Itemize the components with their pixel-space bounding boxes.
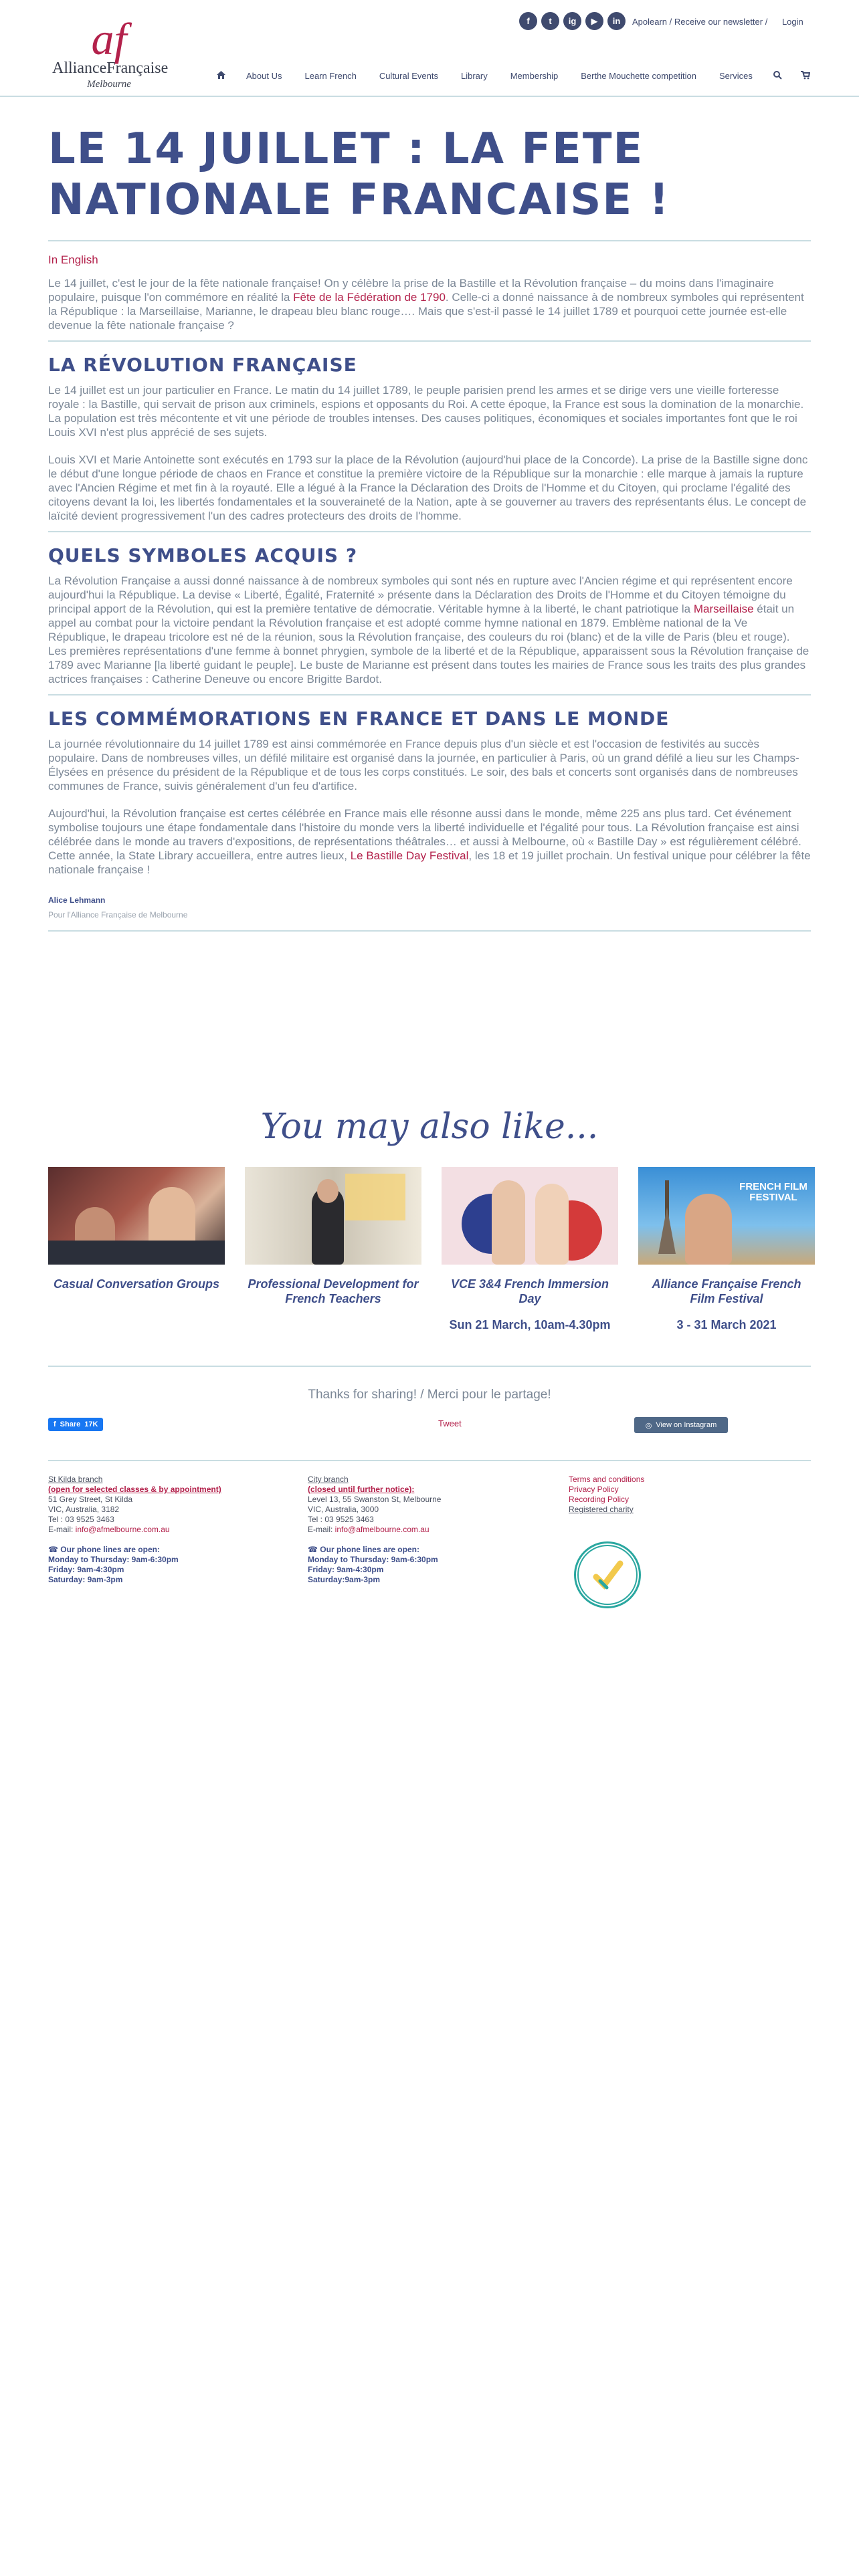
email-label: E-mail: [48,1525,76,1534]
section-title-revolution: LA RÉVOLUTION FRANÇAISE [48,354,357,376]
phone-hours-heading: ☎ Our phone lines are open: [48,1545,160,1554]
related-heading: You may also like... [260,1107,599,1147]
charity-tick-icon [576,1543,639,1606]
instagram-label: View on Instagram [656,1421,717,1429]
related-cards [48,1167,811,1332]
footer-st-kilda [48,1475,289,1585]
article [48,124,811,1584]
email-link[interactable]: info@afmelbourne.com.au [335,1525,430,1534]
cart-icon[interactable] [791,71,820,82]
section-title-commemorations: LES COMMÉMORATIONS EN FRANCE ET DANS LE MONDE [48,708,670,730]
twitter-icon[interactable]: t [541,12,559,30]
paragraph: La journée révolutionnaire du 14 juillet 1789 est ainsi commémorée en France depuis plus d'un siècle et est l'occasion de festivités au succès populaire. Dans de nombreuses villes, un défilé militaire est organisé dans la journée, en particulier à Paris, où un grand défilé a lieu sur les Champs-Élysées en présence du président de la République et de tous les corps constitués. Le soir, des bals et concerts sont organisés dans de nombreuses communes de France, suivis généralement d'un feu d'artifice. [48,738,799,792]
email-label: E-mail: [308,1525,335,1534]
terms-link[interactable]: Terms and conditions [569,1475,645,1484]
hours-line: Friday: 9am-4:30pm [48,1565,124,1574]
card-image-immersion[interactable] [442,1167,618,1265]
divider [48,240,811,241]
logo-mark: af [91,13,127,64]
card-image-teachers[interactable] [245,1167,421,1265]
intro-paragraph [48,276,811,332]
related-card[interactable] [245,1167,421,1332]
hours-line: Friday: 9am-4:30pm [308,1565,384,1574]
social-links [519,12,626,30]
commemorations-text-cont: , les 18 et 19 juillet prochain. Un festival unique pour célébrer la fête nationale française ! [48,849,811,876]
symboles-text: La Révolution Française a aussi donné naissance à de nombreux symboles qui sont nés en rupture avec l'Ancien régime et qui représentent encore aujourd'hui la République. La devise « Liberté, Égalité, Fraternité » présente dans la Déclaration des Droits de l'Homme et du Citoyen témoigne du principal apport de la Révolution, qui est la première tentative de démocratie. Véritable hymne à la liberté, le chant patriotique la [48,574,793,615]
phone: Tel : 03 9525 3463 [48,1515,114,1524]
top-links [632,17,816,27]
facebook-icon[interactable]: f [519,12,537,30]
registered-charity-link[interactable]: Registered charity [569,1505,634,1514]
footer-city [308,1475,549,1585]
site-header [0,0,859,97]
email-link[interactable]: info@afmelbourne.com.au [75,1525,170,1534]
nav-cultural-events[interactable]: Cultural Events [379,71,438,81]
card-title[interactable]: Casual Conversation Groups [53,1277,220,1291]
card-date: 3 - 31 March 2021 [676,1318,777,1331]
address-line: VIC, Australia, 3000 [308,1505,379,1514]
nav-competition[interactable]: Berthe Mouchette competition [581,71,696,81]
bastille-day-festival-link[interactable]: Le Bastille Day Festival [350,849,469,862]
linkedin-icon[interactable]: in [607,12,626,30]
logo-name: AllianceFrançaise [52,60,169,77]
facebook-share-button[interactable] [48,1418,103,1431]
divider [48,531,811,532]
intro-text: Le 14 juillet, c'est le jour de la fête nationale française! On y célèbre la prise de la Bastille et la Révolution française – du moins dans l'imaginaire populaire, puisque l'on commémore en réalité la [48,277,774,304]
commemorations-text: Aujourd'hui, la Révolution française est certes célébrée en France mais elle résonne aussi dans le monde, même 225 ans plus tard. Cet événement symbolise toujours une étape fondamentale dans l'histoire du monde vers la liberté individuelle et l'égalité pour tous. La Révolution française est ainsi célébrée dans le monde au travers d'expositions, de représentations théâtrales… et aussi à Melbourne, où « Bastille Day » est régulièrement célébré. Cette année, la State Library accueillera, entre autres lieux, [48,807,801,862]
divider [48,1460,811,1461]
related-card[interactable] [442,1167,618,1332]
branch-name[interactable]: St Kilda branch [48,1475,103,1484]
divider [48,694,811,695]
divider [48,1366,811,1367]
recording-policy-link[interactable]: Recording Policy [569,1495,630,1504]
author-name: Alice Lehmann [48,895,106,905]
instagram-icon[interactable]: ig [563,12,581,30]
home-icon[interactable] [207,71,235,82]
branch-note: (closed until further notice): [308,1485,415,1494]
author-affiliation: Pour l'Alliance Française de Melbourne [48,910,188,920]
hours-line: Saturday:9am-3pm [308,1575,381,1584]
main-nav [207,71,820,82]
footer-links [569,1475,809,1515]
card-title[interactable]: Alliance Française French Film Festival [652,1277,801,1305]
phone: Tel : 03 9525 3463 [308,1515,374,1524]
card-date: Sun 21 March, 10am-4.30pm [449,1318,611,1331]
card-image-film-festival[interactable] [638,1167,815,1265]
youtube-icon[interactable]: ▶ [585,12,603,30]
section-title-symboles: QUELS SYMBOLES ACQUIS ? [48,544,358,566]
nav-library[interactable]: Library [460,71,488,81]
address-line: VIC, Australia, 3182 [48,1505,120,1514]
search-icon[interactable] [764,71,791,82]
phone-hours-heading: ☎ Our phone lines are open: [308,1545,419,1554]
tweet-button[interactable]: Tweet [438,1418,462,1428]
paragraph: Le 14 juillet est un jour particulier en France. Le matin du 14 juillet 1789, le peuple parisien prend les armes et se dirige vers une vieille forteresse royale : la Bastille, qui servait de prison aux criminels, espions et opposants du Roi. A cette époque, la France est sous la domination de la monarchie. La population est très mécontente et vit une période de troubles intenses. Des causes politiques, économiques et sociales importantes font que le roi Louis XVI n'est plus apprécié de ses sujets. [48,384,804,439]
instagram-button[interactable] [634,1417,728,1433]
hours-line: Saturday: 9am-3pm [48,1575,123,1584]
login-link[interactable]: Login [781,17,803,27]
nav-membership[interactable]: Membership [510,71,559,81]
intro-text-cont: . Celle-ci a donné naissance à de nombreux symboles qui représentent la République : la Marseillaise, Marianne, le drapeau bleu blanc rouge…. Mais que s'est-il passé le 14 juillet 1789 et pourquoi cette journée est-elle devenue la fête nationale française ? [48,291,804,332]
share-count: 17K [84,1420,98,1428]
nav-learn-french[interactable]: Learn French [304,71,357,81]
address-line: 51 Grey Street, St Kilda [48,1495,133,1504]
symboles-text-cont: était un appel au combat pour la victoire pendant la Révolution française et est adopté comme hymne national en 1879. Emblème national de la Ve République, le drapeau tricolore est né de la réunion, sous la Révolution française, des couleurs du roi (blanc) et de la ville de Paris (bleu et rouge). Les premières représentations d'une femme à bonnet phrygien, symbole de la liberté et de la République, apparaissent sous la Révolution française de 1789 avec Marianne [la liberté guidant le peuple]. Le buste de Marianne est présent dans toutes les mairies de France sous les traits des plus grandes actrices françaises : Catherine Deneuve ou encore Brigitte Bardot. [48,603,809,685]
email-line [48,1525,289,1535]
nav-services[interactable]: Services [719,71,753,81]
site-logo[interactable] [52,13,169,99]
page-title: LE 14 JUILLET : LA FETE NATIONALE FRANCAISE ! [48,124,670,225]
instagram-icon: ◎ [645,1421,652,1430]
paragraph [48,807,811,877]
logo-city: Melbourne [87,79,131,90]
facebook-icon: f [54,1420,56,1428]
privacy-link[interactable]: Privacy Policy [569,1485,619,1494]
card-title[interactable]: Professional Development for French Teachers [248,1277,419,1305]
address-line: Level 13, 55 Swanston St, Melbourne [308,1495,442,1504]
branch-note: (open for selected classes & by appointment) [48,1485,221,1494]
newsletter-link[interactable]: Apolearn / Receive our newsletter / [632,17,768,27]
marseillaise-link[interactable]: Marseillaise [693,603,754,615]
fete-federation-link[interactable]: Fête de la Fédération de 1790 [293,291,446,304]
branch-name[interactable]: City branch [308,1475,349,1484]
related-card[interactable] [48,1167,225,1332]
divider [48,340,811,342]
hours-line: Monday to Thursday: 9am-6:30pm [48,1555,179,1564]
nav-about-us[interactable]: About Us [246,71,282,81]
related-card[interactable] [638,1167,815,1332]
paragraph [48,574,811,686]
card-image-conversation[interactable] [48,1167,225,1265]
card-title[interactable]: VCE 3&4 French Immersion Day [450,1277,609,1305]
paragraph: Louis XVI et Marie Antoinette sont exécutés en 1793 sur la place de la Révolution (aujourd'hui place de la Concorde). La prise de la Bastille signe donc le début d'une longue période de chaos en France et constitue la première victoire de la République sur la monarchie : elle marque à jamais la rupture avec l'Ancien Régime et met fin à la royauté. Elle a légué à la France la Déclaration des Droits de l'Homme et du Citoyen, qui proclame l'égalité des citoyens devant la loi, les libertés fondamentales et la souveraineté de la Nation, apte à se gouverner au travers des représentants élus. Le concept de laïcité devient progressivement l'un des cadres protecteurs des droits de l'homme. [48,453,808,522]
divider [48,930,811,932]
share-label: Share [60,1420,81,1428]
share-thanks: Thanks for sharing! / Merci pour le partage! [308,1388,551,1402]
email-line [308,1525,549,1535]
registered-charity-badge[interactable] [574,1541,641,1608]
in-english-link[interactable]: In English [48,253,98,266]
film-festival-logo: FRENCH FILM FESTIVAL [739,1181,807,1203]
hours-line: Monday to Thursday: 9am-6:30pm [308,1555,438,1564]
